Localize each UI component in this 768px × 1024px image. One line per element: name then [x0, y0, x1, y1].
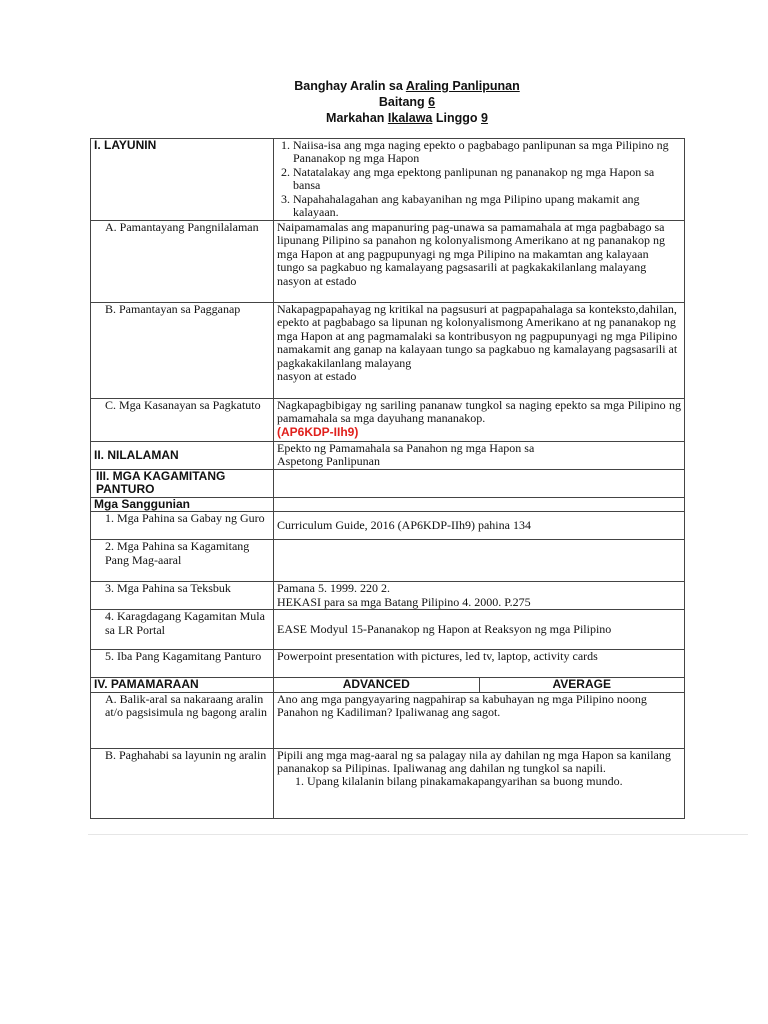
pamantayang-pangnilalaman-label: A. Pamantayang Pangnilalaman: [91, 221, 274, 303]
kasanayan-content: Nagkapagbibigay ng sariling pananaw tungkol sa naging epekto sa mga Pilipino ng pamamahala sa mga dayuhang mananakop. (AP6KDP-IIh9): [274, 399, 685, 442]
subject-name: Araling Panlipunan: [405, 79, 520, 93]
kagamitan-item-row: 1. Mga Pahina sa Gabay ng Guro Curriculum Guide, 2016 (AP6KDP-IIh9) pahina 134: [91, 512, 685, 540]
layunin-label: I. LAYUNIN: [91, 139, 274, 221]
pamantayang-pangnilalaman-content: Naipamamalas ang mapanuring pag-unawa sa pamamahala at mga pagbabago sa lipunang Pilipino sa panahon ng kolonyalismong Amerikano at ng pananakop ng mga Hapon at ang pagpupunyagi ng mga Pilipino na makamtan ang kalayaan tungo sa pagkabuo ng kamalayang pagsasarili at pagkakakilanlang malayang nasyon at estado: [274, 221, 685, 303]
layunin-item-2: 2. Natatalakay ang mga epektong panlipunan ng pananakop ng mga Hapon sa bansa: [281, 164, 655, 193]
pamantayan-sa-pagganap-label: B. Pamantayan sa Pagganap: [91, 303, 274, 399]
page-divider: [88, 834, 748, 835]
balik-aral-label: A. Balik-aral sa nakaraang aralin at/o pagsisimula ng bagong aralin: [91, 692, 274, 748]
nilalaman-content: Epekto ng Pamamahala sa Panahon ng mga Hapon sa Aspetong Panlipunan: [274, 442, 685, 470]
kagamitan-label: III. MGA KAGAMITANG PANTURO: [91, 470, 274, 498]
kagamitan-item-row: 4. Karagdagang Kagamitan Mula sa LR Portal EASE Modyul 15-Pananakop ng Hapon at Reaksyon ng mga Pilipino: [91, 610, 685, 650]
layunin-item-1: 1. Naiisa-isa ang mga naging epekto o pagbabago panlipunan sa mga Pilipino ng Pananakop ng mga Hapon: [281, 138, 669, 166]
header-quarter-line: Markahan Ikalawa Linggo 9: [326, 111, 488, 125]
nilalaman-row: [91, 442, 685, 470]
nilalaman-label: II. NILALAMAN: [91, 442, 274, 470]
layunin-row: [91, 139, 685, 221]
header-title-line: Banghay Aralin sa Araling Panlipunan: [294, 79, 520, 93]
pamamaraan-header-row: [91, 678, 685, 692]
quarter-name: Ikalawa: [387, 111, 433, 125]
layunin-item-3: 3. Napahahalagahan ang kabayanihan ng mga Pilipino upang makamit ang kalayaan.: [281, 191, 640, 220]
pamantayan-sa-pagganap-row: [91, 303, 685, 399]
paghahabi-row: [91, 748, 685, 818]
week-number: 9: [480, 111, 488, 125]
kagamitan-item-row: 3. Mga Pahina sa Teksbuk Pamana 5. 1999. 220 2. HEKASI para sa mga Batang Pilipino 4. 2000. P.275: [91, 582, 685, 610]
document-header: [0, 78, 768, 126]
pamamaraan-label: IV. PAMAMARAAN: [91, 678, 274, 692]
kagamitan-row: [91, 470, 685, 498]
paghahabi-content: Pipili ang mga mag-aaral ng sa palagay nila ay dahilan ng mga Hapon sa kanilang pananakop sa Pilipinas. Ipaliwanag ang dahilan ng tungkol sa napili. 1. Upang kilalanin bilang pinakamakapangyarihan sa buong mundo.: [274, 748, 685, 818]
advanced-column-header: ADVANCED: [342, 677, 410, 692]
balik-aral-row: [91, 692, 685, 748]
average-column-header: AVERAGE: [479, 678, 684, 691]
paghahabi-label: B. Paghahabi sa layunin ng aralin: [91, 748, 274, 818]
competency-code: (AP6KDP-IIh9): [277, 424, 359, 439]
balik-aral-content: Ano ang mga pangyayaring nagpahirap sa kabuhayan ng mga Pilipino noong Panahon ng Kadiliman? Ipaliwanag ang sagot.: [274, 692, 685, 748]
kasanayan-label: C. Mga Kasanayan sa Pagkatuto: [91, 399, 274, 442]
sanggunian-row: [91, 497, 685, 511]
kasanayan-row: [91, 399, 685, 442]
grade-number: 6: [428, 95, 436, 109]
layunin-content: [274, 139, 685, 221]
pamantayan-sa-pagganap-content: Nakapagpapahayag ng kritikal na pagsusuri at pagpapahalaga sa konteksto,dahilan, epekto at pagbabago sa lipunan ng kolonyalismong Amerikano at ng pananakop ng mga Hapon at ang pagmamalaki sa kontribusyon ng pagpupunyagi ng mga Pilipino namakamit ang ganap na kalayaan tungo sa pagkabuo ng kamalayang pagsasarili at pagkakakilanlang malayang nasyon at estado: [274, 303, 685, 399]
lesson-plan-table: [90, 138, 685, 819]
header-grade-line: Baitang 6: [378, 95, 436, 109]
kagamitan-item-row: 2. Mga Pahina sa Kagamitang Pang Mag-aaral: [91, 540, 685, 582]
pamantayang-pangnilalaman-row: [91, 221, 685, 303]
sanggunian-label: Mga Sanggunian: [91, 497, 274, 511]
kagamitan-item-row: 5. Iba Pang Kagamitang Panturo Powerpoint presentation with pictures, led tv, laptop, activity cards: [91, 650, 685, 678]
